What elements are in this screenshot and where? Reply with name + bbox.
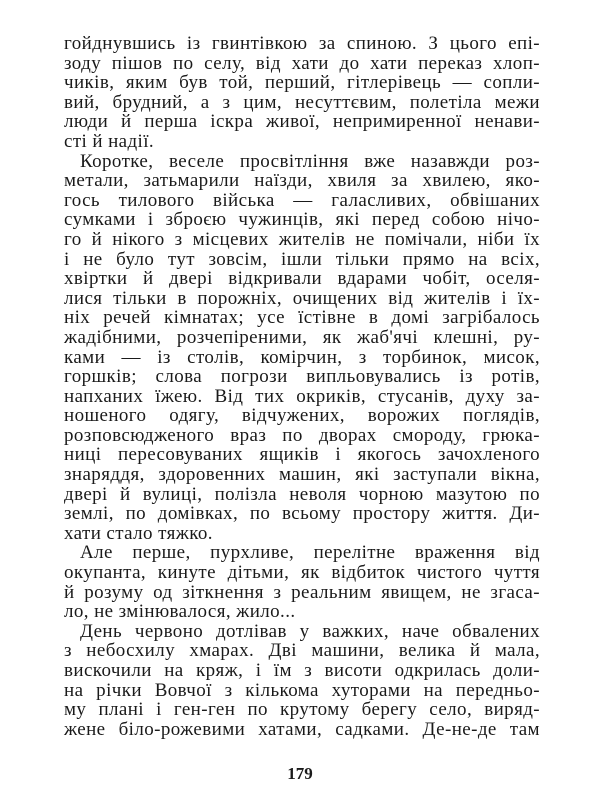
- text-line: вискочили на кряж, і їм з висоти одкрилась доли-: [64, 660, 540, 681]
- text-line: жадібними, розчепіреними, як жаб'ячі клешні, ру-: [64, 326, 540, 348]
- text-line: з небосхилу хмарах. Дві машини, велика й мала,: [64, 640, 540, 662]
- text-line: окупанта, кинуте дітьми, як відбиток чистого чуття: [64, 562, 540, 584]
- text-line: гойднувшись із гвинтівкою за спиною. З цього епі-: [64, 33, 540, 54]
- text-line: на річки Вовчої з кількома хуторами на передньо-: [64, 679, 540, 701]
- text-line: метали, затьмарили наїзди, хвиля за хвилею, яко-: [64, 170, 540, 192]
- text-line: хвіртки й двері відкривали вдарами чобіт, оселя-: [64, 268, 540, 290]
- text-line: ло, не змінювалося, жило...: [64, 601, 296, 623]
- text-line: двері й вулиці, полізла неволя чорною мазутою по: [64, 483, 540, 505]
- text-line: напханих їжею. Від тих окриків, стусанів, духу за-: [64, 385, 540, 407]
- text-line: чиків, яким був той, перший, гітлерівець — сопли-: [64, 72, 540, 94]
- text-line: люди й перша іскра живої, непримиренної ненави-: [64, 111, 540, 133]
- paragraph: [64, 622, 540, 740]
- text-line: жене біло-рожевими хатами, садками. Де-не-де там: [64, 718, 540, 740]
- text-line: сті й надії.: [64, 130, 155, 152]
- text-line: ками — із столів, комірчин, з торбинок, мисок,: [64, 346, 540, 368]
- text-line: ниці пересовуваних ящиків і якогось зачохленого: [64, 444, 540, 466]
- text-line: хати стало тяжко.: [64, 522, 213, 544]
- text-line: Але перше, пурхливе, перелітне враження від: [80, 542, 540, 564]
- text-line: вий, брудний, а з цим, несуттєвим, полетіла межи: [64, 91, 540, 113]
- text-line: Коротке, веселе просвітління вже назавжди роз-: [80, 150, 540, 172]
- text-line: розповсюдженого враз по дворах смороду, грюка-: [64, 424, 540, 446]
- text-line: землі, по домівках, по всьому простору життя. Ди-: [64, 503, 540, 525]
- text-line: ношеного одягу, відчужених, ворожих поглядів,: [64, 405, 540, 427]
- text-line: го й нікого з місцевих жителів не помічали, ніби їх: [64, 228, 540, 250]
- page-number: 179: [287, 764, 313, 783]
- page-text: [64, 34, 540, 739]
- paragraph: [64, 34, 540, 152]
- text-line: День червоно дотлівав у важких, наче обвалених: [80, 620, 540, 642]
- paragraph: [64, 152, 540, 544]
- text-line: горшків; слова погрози випльовувались із ротів,: [64, 366, 540, 388]
- text-line: сумками і зброєю чужинців, які перед собою нічо-: [64, 209, 540, 231]
- text-line: й розуму од зіткнення з реальним явищем, не згаса-: [64, 581, 540, 603]
- text-line: лися тільки в порожніх, очищених від жителів і їх-: [64, 287, 540, 309]
- text-line: ніх речей кімнатах; усе їстівне в домі загрібалось: [64, 307, 540, 329]
- text-line: му плані і ген-ген по крутому берегу село, виряд-: [64, 699, 540, 721]
- paragraph: [64, 543, 540, 621]
- text-line: зоду пішов по селу, від хати до хати переказ хлоп-: [64, 52, 540, 74]
- text-line: гось тилового війська — галасливих, обвішаних: [64, 189, 540, 211]
- text-line: знаряддя, здоровенних машин, які заступали вікна,: [64, 464, 540, 486]
- text-line: і не було тут зовсім, ішли тільки прямо на всіх,: [64, 248, 540, 270]
